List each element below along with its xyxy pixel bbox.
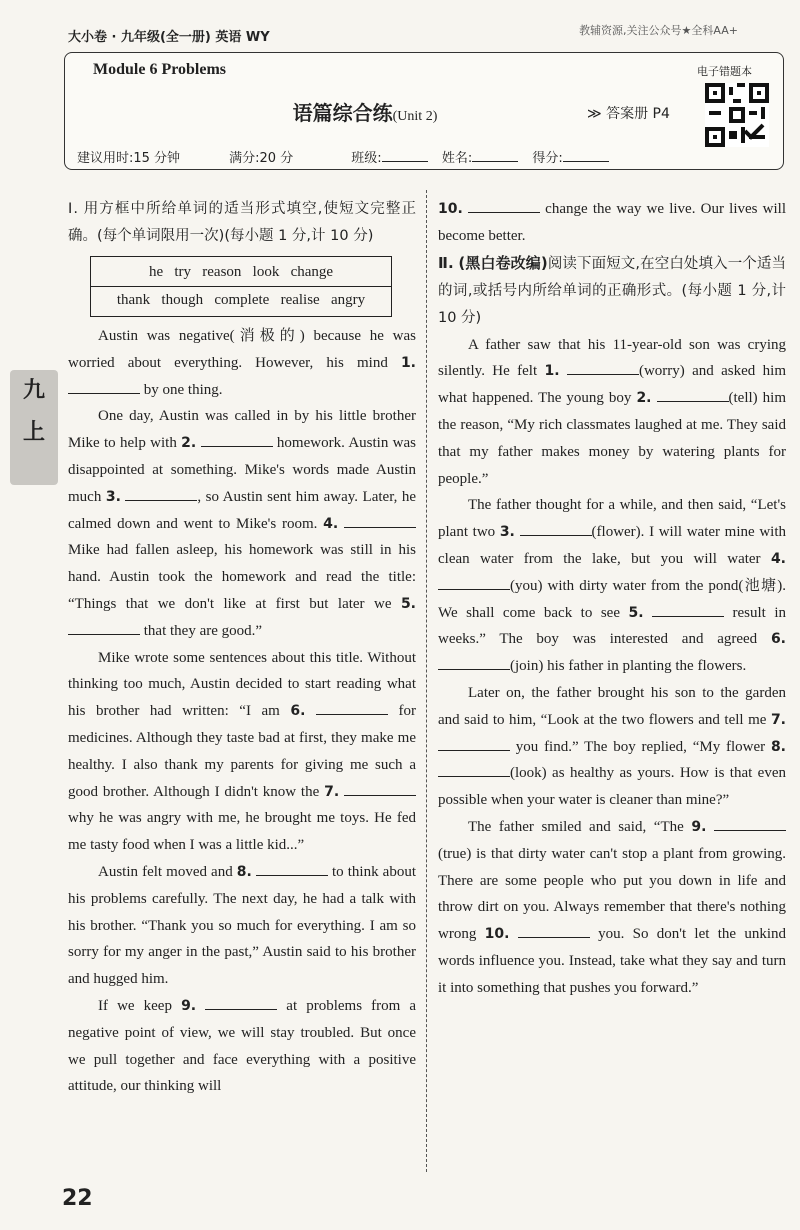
grade-side-tab <box>10 370 58 485</box>
s1-blank-6[interactable] <box>316 698 388 715</box>
s2-blank-2[interactable] <box>657 385 729 402</box>
module-title: Module 6 Problems <box>93 61 227 78</box>
s1-blank-10[interactable] <box>468 196 540 213</box>
s1-blank-2[interactable] <box>201 430 273 447</box>
word-box <box>90 256 392 317</box>
s2-paragraph-1: A father saw that his 11-year-old son was crying silently. He felt 1. (worry) and asked him what happened. The young boy 2. (tell) him the reason, “My rich classmates laughed at me. They said that my father makes money by watering plants for people.” <box>438 336 787 487</box>
s1-blank-8[interactable] <box>256 859 328 876</box>
column-divider <box>426 190 427 1172</box>
s1-blank-7[interactable] <box>344 779 416 796</box>
s2-blank-10[interactable] <box>518 921 590 938</box>
name-field[interactable] <box>472 145 518 162</box>
s2-blank-9[interactable] <box>714 814 786 831</box>
s2-blank-7[interactable] <box>438 734 510 751</box>
s1-paragraph-5-continued: 10. change the way we live. Our lives will become better. <box>438 196 786 250</box>
s1-paragraph-2: One day, Austin was called in by his little brother Mike to help with 2. homework. Austin was disappointed at something. Mike's words made Austin much 3. , so Austin sent him away. Later, he calmed down and went to Mike's room. 4. Mike had fallen asleep, his homework was still in his hand. Austin took the homework and read the title: “Things that we don't like at first but later we 5. that they are good.” <box>68 408 417 639</box>
word-box-row2: thank though complete realise angry <box>91 286 391 314</box>
s1-paragraph-5: If we keep 9. at problems from a negative point of view, we will stay troubled. But once we pull together and face everything with a positive attitude, our thinking will <box>68 993 416 1100</box>
s1-blank-1[interactable] <box>68 377 140 394</box>
right-column <box>438 196 786 1002</box>
s2-blank-4[interactable] <box>438 573 510 590</box>
side-tab-line2: 上 <box>22 420 45 445</box>
unit-label: (Unit 2) <box>392 109 438 124</box>
book-title: 大小卷 · 九年级(全一册) 英语 WY <box>68 30 270 45</box>
meta-row <box>77 145 697 166</box>
title-text: 语篇综合练 <box>292 101 393 125</box>
section2-heading: Ⅱ. (黑白卷改编)阅读下面短文,在空白处填入一个适当的词,或括号内所给单词的正确形式。(每小题 1 分,计 10 分) <box>438 253 787 326</box>
page-number: 22 <box>62 1186 93 1211</box>
suggested-time: 建议用时:15 分钟 <box>77 151 181 166</box>
side-tab-line1: 九 <box>22 378 45 403</box>
header-box <box>64 52 784 170</box>
s2-paragraph-4: The father smiled and said, “The 9. (true) is that dirty water can't stop a plant from growing. There are some people who put you down in life and throw dirt on you. Always remember that there's nothing wrong 10. you. So don't let the unkind words influence you. Instead, take what they say and turn it into something that pushes you forward.” <box>438 814 786 1002</box>
s2-blank-5[interactable] <box>652 600 724 617</box>
left-column <box>68 196 416 1100</box>
promo-text: 教辅资源,关注公众号★全科AA+ <box>579 24 738 37</box>
name-label: 姓名: <box>441 151 473 166</box>
s1-blank-5[interactable] <box>68 618 140 635</box>
s1-paragraph-4: Austin felt moved and 8. to think about his problems carefully. The next day, he had a talk with his brother. “Thank you so much for everything. I am so sorry for my anger in the past,” Austin said to his brother and hugged him. <box>68 859 416 993</box>
section1-heading: Ⅰ. 用方框中所给单词的适当形式填空,使短文完整正确。(每个单词限用一次)(每小题 1 分,计 10 分) <box>68 201 416 244</box>
answer-reference: ≫ 答案册 P4 <box>587 106 670 122</box>
word-box-row1: he try reason look change <box>148 264 334 280</box>
s1-paragraph-1: Austin was negative(消极的) because he was worried about everything. However, his mind 1. by one thing. <box>68 328 416 398</box>
s2-paragraph-2: The father thought for a while, and then said, “Let's plant two 3. (flower). I will water mine with clean water from the lake, but you will water 4. (you) with dirty water from the pond(池塘). We shall come back to see 5. result in weeks.” The boy was interested and agreed 6. (join) his father in planting the flowers. <box>438 497 786 675</box>
class-label: 班级: <box>351 151 382 166</box>
s1-blank-9[interactable] <box>205 993 277 1010</box>
s2-blank-1[interactable] <box>567 358 639 375</box>
grade-field[interactable] <box>563 145 609 162</box>
s1-blank-3[interactable] <box>125 484 197 501</box>
class-field[interactable] <box>382 145 428 162</box>
s2-blank-3[interactable] <box>520 519 592 536</box>
qr-label: 电子错题本 <box>697 65 752 78</box>
grade-label: 得分: <box>532 151 563 166</box>
qr-code-icon[interactable] <box>705 83 769 147</box>
s2-blank-6[interactable] <box>438 653 510 670</box>
s1-blank-4[interactable] <box>344 511 416 528</box>
page-title <box>65 97 665 126</box>
s1-paragraph-3: Mike wrote some sentences about this title. Without thinking too much, Austin decided to start reading what his brother had written: “I am 6. for medicines. Although they taste bad at first, they make me healthy. I also thank my parents for giving me such a good brother. Although I didn't know the 7. why he was angry with me, he brought me toys. He fed me tasty food when I was a little kid...” <box>68 649 416 854</box>
full-score: 满分:20 分 <box>229 151 294 166</box>
s2-paragraph-3: Later on, the father brought his son to the garden and said to him, “Look at the two flowers and tell me 7. you find.” The boy replied, “My flower 8. (look) as healthy as yours. How is that even possible when your water is cleaner than mine?” <box>438 684 786 809</box>
s2-blank-8[interactable] <box>438 760 510 777</box>
